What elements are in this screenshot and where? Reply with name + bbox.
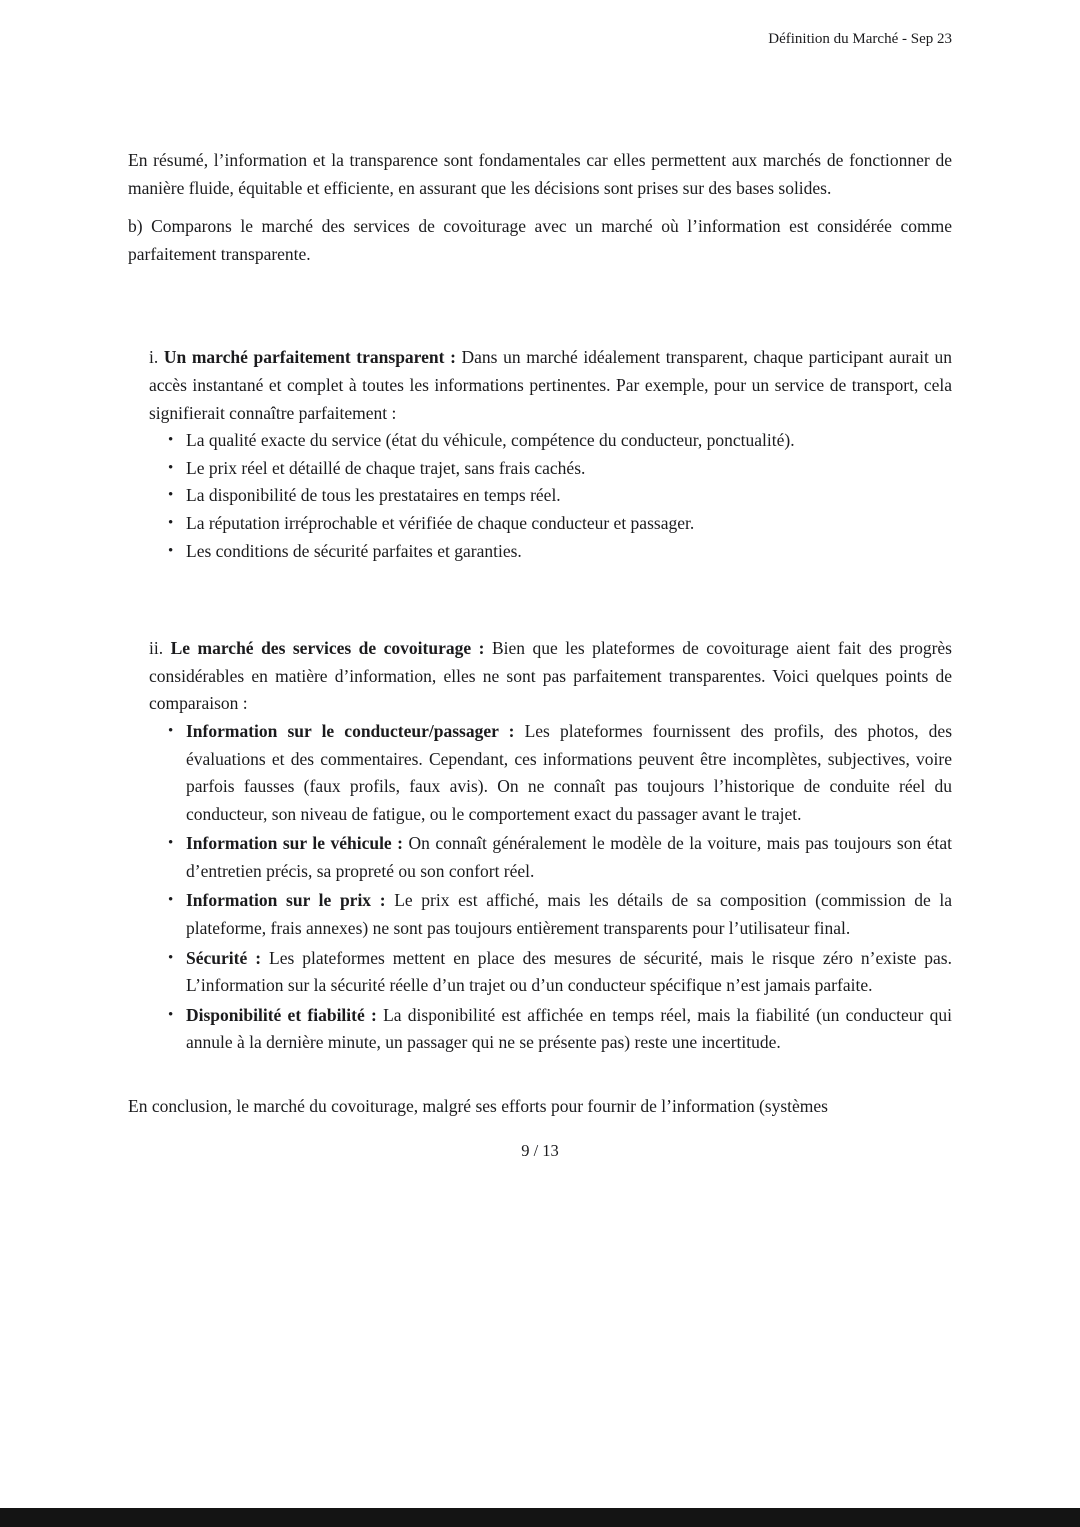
list-item: [168, 455, 952, 483]
next-page-preview: [0, 1508, 1080, 1527]
paragraph-conclusion: En conclusion, le marché du covoiturage, malgré ses efforts pour fournir de l’information (systèmes: [128, 1096, 828, 1117]
bullet-icon: •: [168, 1006, 174, 1023]
list-item-body: Les plateformes mettent en place des mesures de sécurité, mais le risque zéro n’existe pas. L’information sur la sécurité réelle d’un trajet ou d’un conducteur spécifique n’est jamais parfaite.: [186, 947, 952, 996]
list-item-body: Le prix est affiché, mais les détails de sa composition (commission de la plateforme, frais annexes) ne sont pas toujours entièrement transparents pour l’utilisateur final.: [186, 890, 953, 939]
bullet-icon: •: [168, 514, 174, 531]
list-item: [168, 538, 952, 566]
section-ii-title: Le marché des services de covoiturage :: [170, 638, 485, 659]
page-footer: [128, 1141, 952, 1161]
list-item-term: Information sur le prix :: [186, 890, 386, 911]
list-item: [168, 482, 952, 510]
list-item-text: Le prix réel et détaillé de chaque trajet, sans frais cachés.: [186, 457, 586, 478]
section-ii-heading: [149, 635, 952, 718]
transparent-market-list: [128, 427, 952, 565]
list-item: [168, 830, 952, 885]
list-item: [168, 945, 952, 1000]
list-item: [168, 510, 952, 538]
paragraph-intro: En résumé, l’information et la transparence sont fondamentales car elles permettent aux marchés de fonctionner de manière fluide, équitable et efficiente, en assurant que les décisions sont prises sur des bases solides.: [128, 150, 952, 198]
bullet-icon: •: [168, 722, 174, 739]
bullet-icon: •: [168, 542, 174, 559]
paragraph-comparison: b) Comparons le marché des services de covoiturage avec un marché où l’information est considérée comme parfaitement transparente.: [128, 216, 952, 264]
page-header: [128, 30, 952, 49]
bullet-icon: •: [168, 459, 174, 476]
page-number: 9 / 13: [521, 1140, 559, 1160]
list-item-term: Information sur le véhicule :: [186, 833, 404, 854]
bullet-icon: •: [168, 835, 174, 852]
section-i-title: Un marché parfaitement transparent :: [163, 347, 456, 368]
list-item-text: La disponibilité de tous les prestataires en temps réel.: [186, 485, 561, 506]
section-i-number: i.: [149, 347, 164, 368]
list-item-term: Information sur le conducteur/passager :: [186, 720, 515, 741]
bullet-icon: •: [168, 487, 174, 504]
list-item-text: [186, 948, 952, 996]
list-item-text: La réputation irréprochable et vérifiée de chaque conducteur et passager.: [186, 512, 695, 533]
list-item: [168, 427, 952, 455]
section-ii-text: Bien que les plateformes de covoiturage aient fait des progrès considérables en matière d’information, elles ne sont pas parfaitement transparentes. Voici quelques points de comparaison :: [149, 638, 952, 714]
list-item-text: La qualité exacte du service (état du véhicule, compétence du conducteur, ponctualité).: [186, 430, 795, 451]
list-item-body: Les plateformes fournissent des profils, des photos, des évaluations et des commentaires. Cependant, ces informations peuvent être incomplètes, subjectives, voire parfois fausses (faux profils, faux avis). On ne connaît pas toujours l’historique de conduite réel du conducteur, son niveau de fatigue, ou le comportement exact du passager avant le trajet.: [186, 720, 953, 824]
section-ii-number: ii.: [149, 638, 171, 659]
section-i-heading: [149, 344, 952, 427]
section-i-text: Dans un marché idéalement transparent, chaque participant aurait un accès instantané et complet à toutes les informations pertinentes. Par exemple, pour un service de transport, cela signifierait connaître parfaitement :: [149, 347, 952, 423]
list-item-text: Les conditions de sécurité parfaites et garanties.: [186, 540, 522, 561]
list-item-text: [186, 833, 952, 881]
bullet-icon: •: [168, 432, 174, 449]
list-item: [168, 718, 952, 828]
list-item: [168, 887, 952, 942]
list-item-text: [186, 890, 952, 938]
list-item-body: La disponibilité est affichée en temps réel, mais la fiabilité (un conducteur qui annule à la dernière minute, un passager qui ne se présente pas) reste une incertitude.: [186, 1004, 953, 1053]
list-item: [168, 1002, 952, 1057]
list-item-term: Sécurité :: [186, 947, 262, 968]
list-item-text: [186, 1005, 952, 1053]
bullet-icon: •: [168, 892, 174, 909]
header-title: Définition du Marché - Sep 23: [768, 31, 952, 47]
list-item-term: Disponibilité et fiabilité :: [186, 1004, 377, 1025]
bullet-icon: •: [168, 949, 174, 966]
list-item-text: [186, 721, 952, 824]
list-item-body: On connaît généralement le modèle de la voiture, mais pas toujours son état d’entretien précis, sa propreté ou son confort réel.: [186, 833, 952, 881]
covoiturage-comparison-list: [128, 718, 952, 1057]
